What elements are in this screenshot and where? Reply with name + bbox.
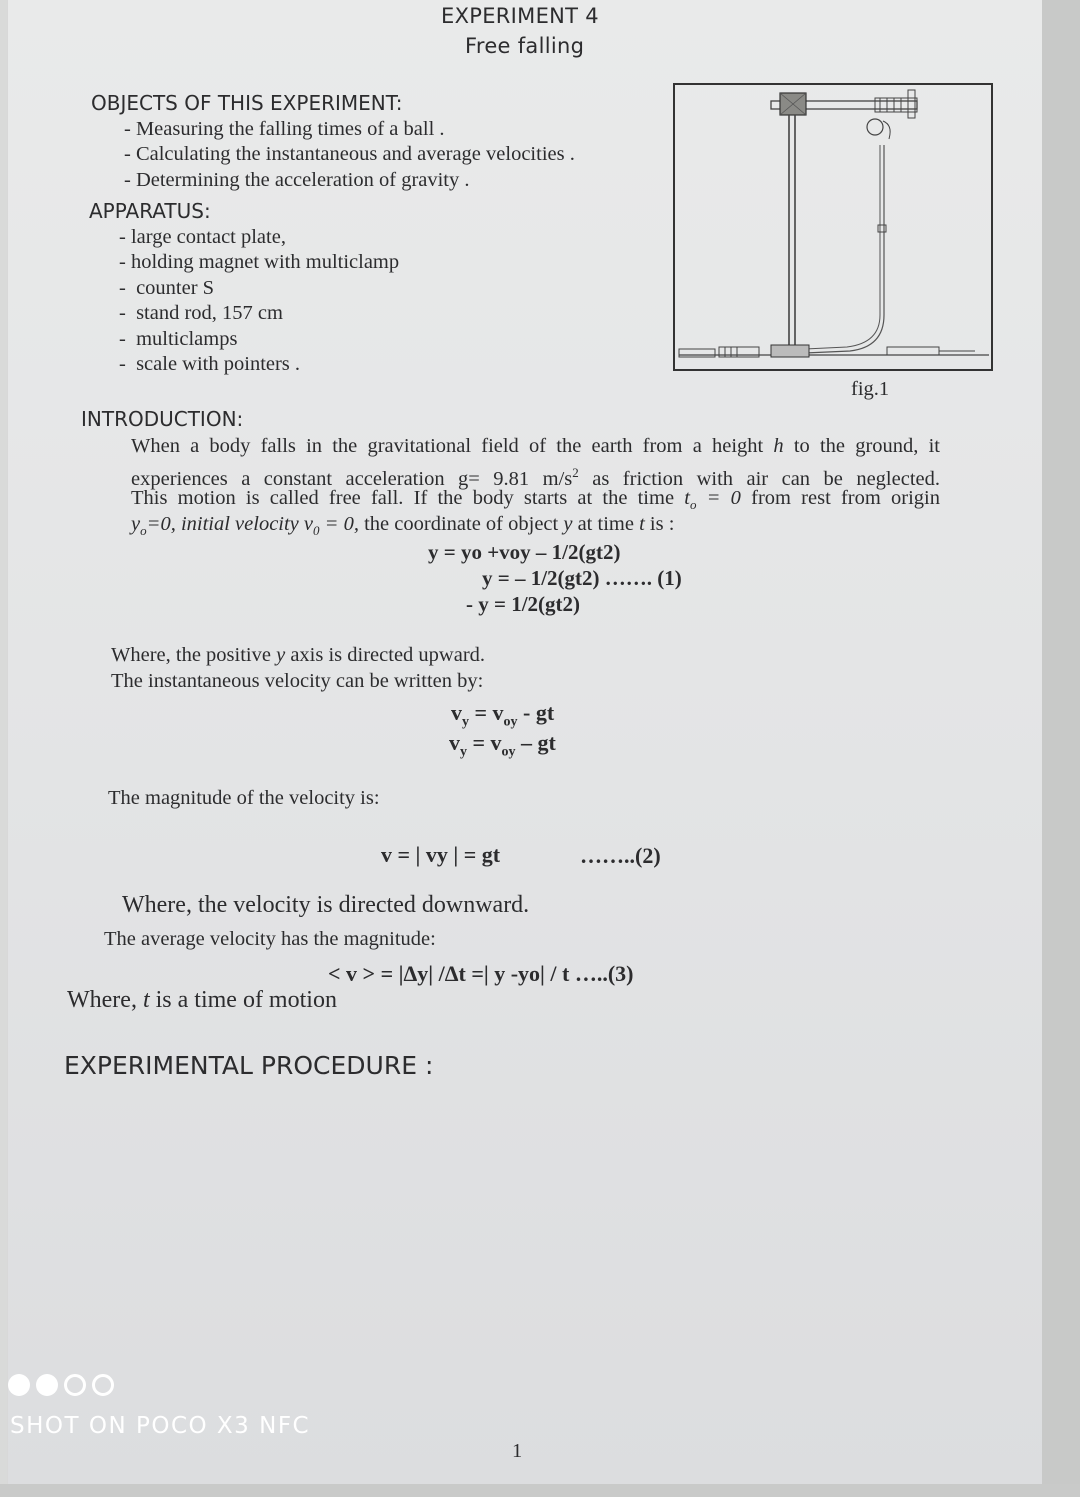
apparatus-item-5: - multiclamps: [119, 328, 238, 350]
procedure-heading: EXPERIMENTAL PROCEDURE :: [64, 1051, 434, 1080]
watermark-dot-ring: [92, 1374, 114, 1396]
apparatus-item-2: - holding magnet with multiclamp: [119, 251, 400, 273]
average-velocity-text: The average velocity has the magnitude:: [104, 928, 436, 950]
equation-position: y = yo +voy – 1/2(gt2): [428, 540, 621, 564]
figure-caption: fig.1: [851, 378, 890, 400]
apparatus-figure: [673, 83, 993, 371]
equation-negative-y: - y = 1/2(gt2): [466, 592, 581, 616]
objects-item-3: - Determining the acceleration of gravity .: [124, 169, 470, 191]
objects-heading: OBJECTS OF THIS EXPERIMENT:: [91, 91, 403, 115]
equation-2: v = | vy | = gt: [381, 842, 501, 867]
intro-line-1: When a body falls in the gravitational field of the earth from a height h to the ground, it: [131, 435, 940, 457]
watermark-dot-ring: [64, 1374, 86, 1396]
watermark-dot-filled: [8, 1374, 30, 1396]
equation-3: < v > = |Δy| /Δt =| y -yo| / t …..(3): [328, 961, 634, 986]
apparatus-heading: APPARATUS:: [89, 199, 211, 223]
instantaneous-velocity-text: The instantaneous velocity can be written by:: [111, 670, 484, 692]
experiment-subtitle: Free falling: [465, 34, 585, 58]
equation-1: y = – 1/2(gt2) ……. (1): [482, 566, 682, 590]
camera-watermark-dots: [8, 1374, 114, 1396]
experiment-title: EXPERIMENT 4: [441, 4, 599, 28]
free-fall-apparatus-illustration: [675, 85, 991, 369]
velocity-equation-2: $v_y = v_{oy}$ – gt: [449, 730, 556, 760]
time-of-motion-text: Where, t is a time of motion: [67, 987, 337, 1013]
objects-item-2: - Calculating the instantaneous and average velocities .: [124, 143, 575, 165]
objects-item-1: - Measuring the falling times of a ball .: [124, 118, 445, 140]
page-number: 1: [512, 1440, 523, 1462]
apparatus-item-6: - scale with pointers .: [119, 353, 301, 375]
background-edge: [1042, 0, 1080, 1497]
intro-line-4: $y_o=0$, initial velocity $v_0 = 0$, the coordinate of object y at time t is :: [131, 513, 675, 539]
apparatus-item-4: - stand rod, 157 cm: [119, 302, 283, 324]
apparatus-item-3: - counter S: [119, 277, 215, 299]
intro-line-2: experiences a constant acceleration g= 9.81 $m/s^2$ as friction with air can be neglected.: [131, 465, 940, 490]
intro-line-3: This motion is called free fall. If the body starts at the time $t_o = 0$ from rest from origin: [131, 487, 940, 513]
equation-2-number: ……..(2): [580, 843, 661, 868]
introduction-heading: INTRODUCTION:: [81, 407, 244, 431]
apparatus-item-1: - large contact plate,: [119, 226, 286, 248]
velocity-direction-text: Where, the velocity is directed downward.: [122, 892, 530, 918]
velocity-magnitude-text: The magnitude of the velocity is:: [108, 787, 380, 809]
background-bottom-edge: [0, 1484, 1080, 1497]
camera-watermark-text: SHOT ON POCO X3 NFC: [10, 1413, 311, 1439]
axis-direction-text: Where, the positive y axis is directed upward.: [111, 644, 486, 666]
watermark-dot-filled: [36, 1374, 58, 1396]
velocity-equation-1: $v_y = v_{oy}$ - gt: [451, 700, 555, 730]
